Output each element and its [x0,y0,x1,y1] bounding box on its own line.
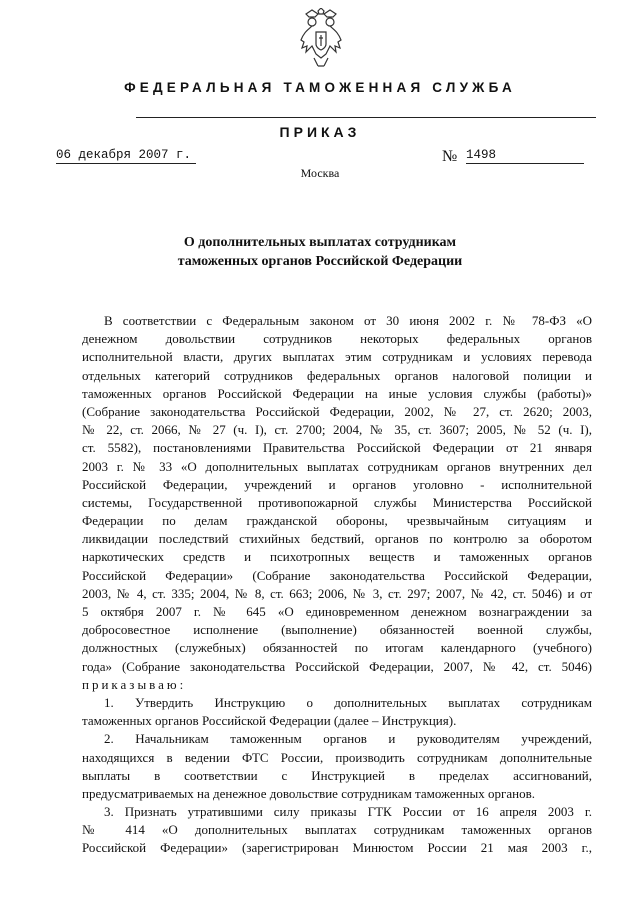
coat-of-arms-icon [298,8,344,68]
header-rule [136,117,596,118]
document-type: ПРИКАЗ [279,124,361,140]
body-line: системы, Государственной противопожарной службы Министерства Российской [82,494,592,510]
body-line: 1. Утвердить Инструкцию о дополнительных выплатах сотрудникам [104,694,592,710]
body-line: наркотических средств и психотропных веществ и таможенных органов [82,549,592,565]
body-line: Федерации по делам гражданской обороны, чрезвычайным ситуациям и [82,513,592,529]
body-line: ликвидации последствий стихийных бедствий, органов по контролю за оборотом [82,531,592,547]
body-line: выплаты в соответствии с Инструкцией в пределах ассигнований, [82,767,592,783]
body-line: 3. Признать утратившими силу приказы ГТК России от 16 апреля 2003 г. [104,804,592,820]
subject-line: О дополнительных выплатах сотрудникам [183,235,457,250]
body-line: отдельных категорий сотрудников федеральных органов налоговой полиции и [82,367,592,383]
body-line: предусматриваемых на денежное довольствие сотрудникам таможенных органов. [82,785,535,801]
body-line: (Собрание законодательства Российской Федерации, 2002, № 27, ст. 2620; 2003, [82,403,592,419]
number-underline [466,163,584,164]
body-line: 2. Начальникам таможенным органов и руководителям учреждений, [104,731,592,747]
body-line: Российской Федерации» (зарегистрирован Минюстом России 21 мая 2003 г., [82,840,592,856]
document-number: 1498 [466,148,497,162]
number-sign: № [442,148,458,165]
body-line: таможенных органов Российской Федерации на иные условия службы (работы)» [82,385,592,401]
body-line: исполнительной власти, других выплатах этим сотрудникам и условиях перевода [82,349,592,365]
body-line: В соответствии с Федеральным законом от 30 июня 2002 г. № 78-ФЗ «О [104,313,592,328]
document-body [82,312,592,858]
body-line: находящихся в ведении ФТС России, производить сотрудникам дополнительные [82,749,592,765]
subject-line: таможенных органов Российской Федерации [177,254,463,269]
body-line: должностных (служебных) обязанностей по итогам календарного (учебного) [82,640,592,656]
body-line: таможенных органов Российской Федерации (далее – Инструкция). [82,713,457,729]
body-line: года» (Собрание законодательства Российской Федерации, 2007, № 42, ст. 5046) [82,658,592,674]
body-line: Российской Федерации» (Собрание законодательства Российской Федерации, [82,567,592,583]
document-date: 06 декабря 2007 г. [56,148,192,162]
body-line-decree: приказываю: [82,676,187,692]
body-line: Российской Федерации, учреждений и органов уголовно - исполнительной [82,476,592,492]
body-line: 2003, № 4, ст. 335; 2004, № 8, ст. 663; 2006, № 3, ст. 297; 2007, № 42, ст. 5046) и от [82,585,592,601]
body-line: № 414 «О дополнительных выплатах сотрудникам таможенных органов [82,822,592,838]
body-line: ст. 5582), постановлениями Правительства Российской Федерации от 21 января [82,440,592,456]
body-line: № 22, ст. 2066, № 27 (ч. I), ст. 2700; 2004, № 35, ст. 3607; 2005, № 52 (ч. I), [82,422,592,438]
body-line: 2003 г. № 33 «О дополнительных выплатах сотрудникам органов внутренних дел [82,458,592,474]
date-underline [56,163,196,164]
document-city: Москва [300,166,340,180]
body-line: 5 октября 2007 г. № 645 «О единовременном денежном вознаграждении за [82,604,592,619]
document-subject [130,233,510,271]
body-line: денежном довольствии сотрудников некоторых федеральных органов [82,331,592,347]
body-line: добросовестное исполнение (выполнение) обязанностей военной службы, [82,622,592,638]
agency-name: ФЕДЕРАЛЬНАЯ ТАМОЖЕННАЯ СЛУЖБА [124,80,516,95]
